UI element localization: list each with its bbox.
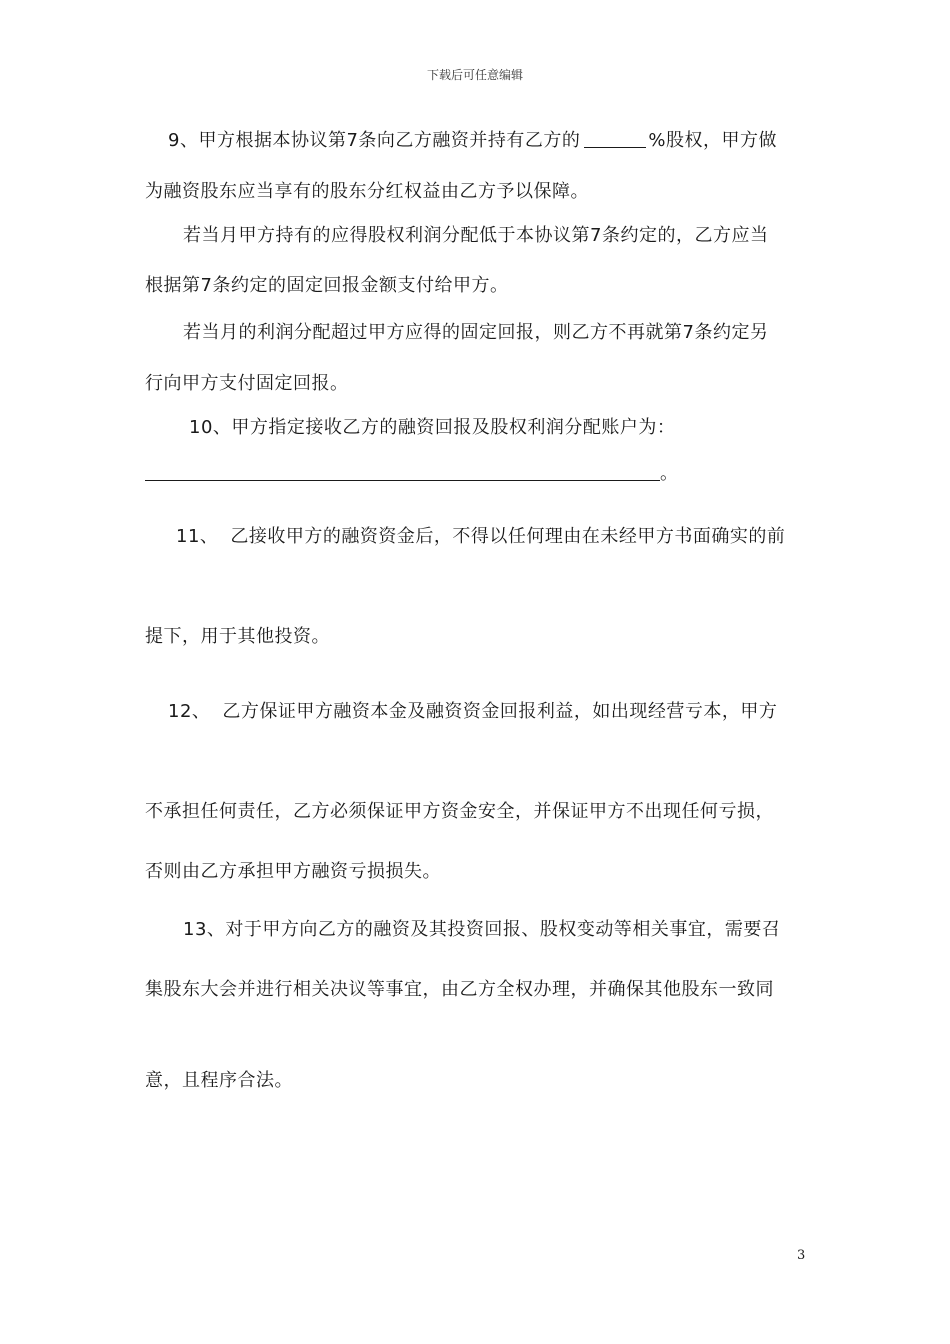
- page-header: 下载后可任意编辑: [426, 68, 523, 82]
- clause-11-text-b: 乙接收甲方的融资资金后: [230, 526, 434, 547]
- clause-12-text-c: ，如出现: [573, 701, 648, 722]
- clause-10-period: 。: [660, 463, 679, 484]
- clause-10-line-1: 10、甲方指定接收乙方的融资回报及股权利润分配账户为：: [189, 417, 676, 438]
- clause-9-line-5: [183, 318, 768, 344]
- clause-9-line-4-number: 7: [200, 275, 213, 296]
- clause-12-number: 12、: [168, 701, 211, 722]
- clause-12-text-e: 亏本: [684, 701, 722, 722]
- clause-9-text-a: 9、甲方根据本协议第: [168, 130, 347, 151]
- clause-11-line-2: [145, 622, 330, 648]
- clause-12-line-1: [168, 697, 777, 723]
- clause-9-line-1: [168, 126, 777, 152]
- clause-12-text-d: 经营: [647, 701, 685, 722]
- clause-12-text-b: 乙方保证甲方融资本金及融资资金回报利益: [222, 701, 574, 722]
- clause-12-line-3: 否则由乙方承担甲方融资亏损损失。: [145, 861, 441, 882]
- clause-12-line-2-a: 不承担: [145, 801, 201, 822]
- clause-9-line-4: [145, 271, 508, 297]
- clause-9-number: 7: [346, 130, 359, 151]
- clause-11-line-2-a: 提下，用于其他投资: [145, 626, 312, 647]
- clause-11-line-1: [176, 522, 785, 548]
- clause-9-line-5-a: 若当月的利润分配超过甲方应得的固定回报，则乙方不再就第: [183, 322, 683, 343]
- clause-9-line-3-a: 若当月甲方持有的应得股权利润分配低于本协议第: [183, 225, 590, 246]
- clause-9-line-5-number: 7: [682, 322, 695, 343]
- clause-12-line-2-d: ，乙方必须保证甲方资金安全，并保证甲方不出现任何亏损，: [274, 801, 774, 822]
- clause-12-text-f: ，甲方: [721, 701, 778, 722]
- clause-9-line-3: [183, 221, 768, 247]
- clause-9-line-3-number: 7: [590, 225, 602, 246]
- clause-9-line-4-b: 条约定的固定回报金额支付给甲方。: [212, 275, 509, 296]
- clause-9-text-c: %股权，甲方做: [648, 130, 778, 151]
- clause-10-line-2: [145, 459, 679, 485]
- page-number: 3: [797, 1248, 806, 1263]
- clause-9-line-3-b: 条约定的，乙方应当: [601, 225, 769, 246]
- clause-9-text-b: 条向乙方融资并持有乙方的: [358, 130, 581, 151]
- clause-13-line-2: 集股东大会并进行相关决议等事宜，由乙方全权办理，并确保其他股东一致同: [145, 979, 774, 1000]
- clause-11-text-c: ，不得以任何理由在未经甲方书面确实的前: [433, 526, 786, 547]
- clause-9-line-6: 行向甲方支付固定回报。: [145, 373, 349, 394]
- clause-9-line-2: 为融资股东应当享有的股东分红权益由乙方予以保障。: [145, 181, 589, 202]
- clause-12-line-2-c: 责任: [237, 801, 275, 822]
- clause-9-line-4-a: 根据第: [145, 275, 201, 296]
- clause-12-line-2: [145, 797, 774, 823]
- clause-11-number: 11、: [176, 526, 219, 547]
- equity-percent-blank: [584, 129, 646, 148]
- clause-11-line-2-b: 。: [311, 626, 330, 647]
- clause-13-line-1: 13、对于甲方向乙方的融资及其投资回报、股权变动等相关事宜，需要召: [183, 919, 781, 940]
- account-blank: [145, 462, 660, 481]
- clause-9-line-5-b: 条约定另: [694, 322, 769, 343]
- clause-12-line-2-b: 任何: [200, 801, 238, 822]
- clause-13-line-3: 意，且程序合法。: [145, 1070, 293, 1091]
